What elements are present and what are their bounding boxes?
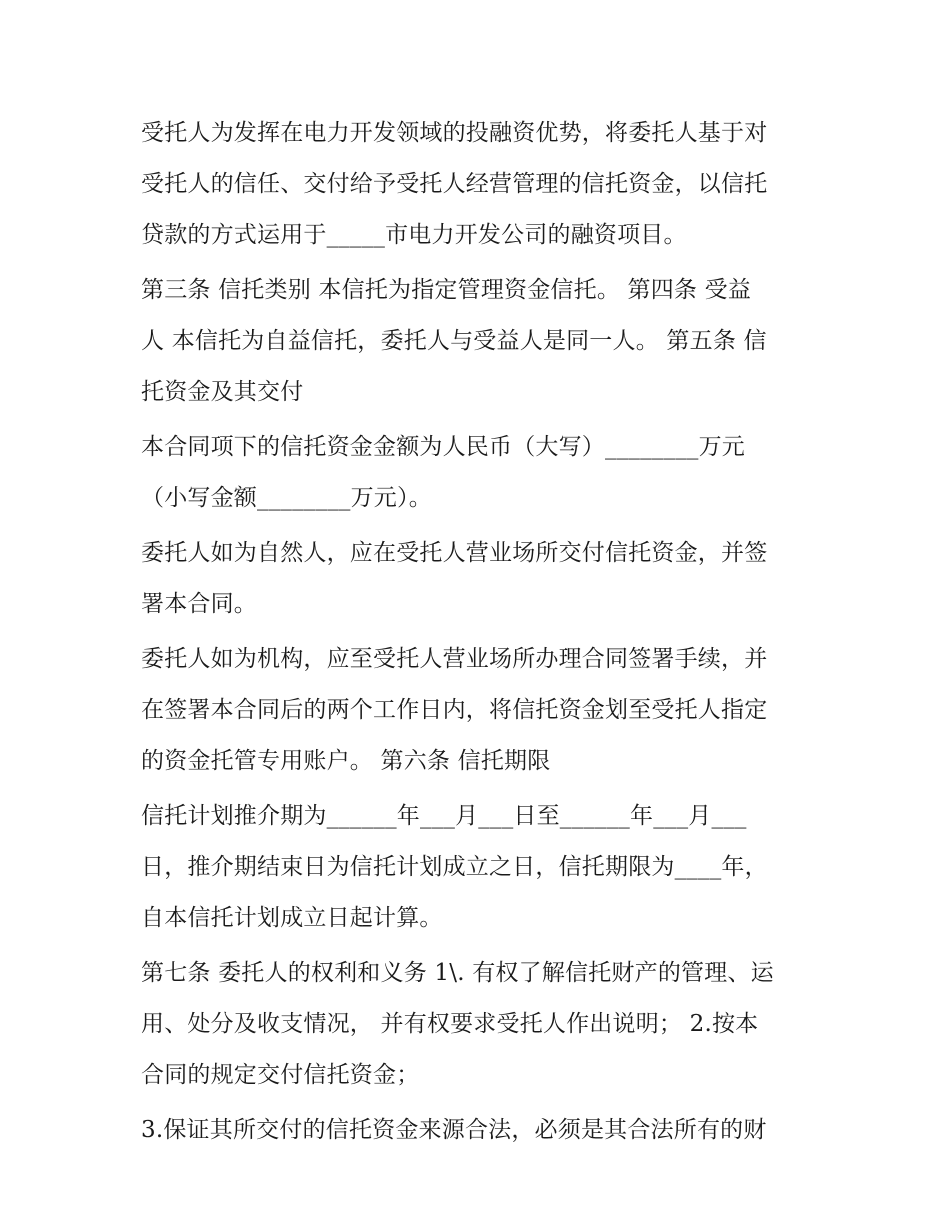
text-line: 合同的规定交付信托资金； — [141, 1062, 420, 1088]
paragraph-articles-3-5 — [141, 265, 821, 418]
paragraph-trust-amount — [141, 422, 821, 524]
text-line: 署本合同。 — [141, 591, 257, 617]
text-line: 信托计划推介期为______年___月___日至______年___月___ — [141, 803, 747, 829]
paragraph-article-7 — [141, 948, 821, 1101]
text-line: 用、处分及收支情况， 并有权要求受托人作出说明； 2.按本 — [141, 1011, 759, 1037]
paragraph-fund-source — [141, 1105, 821, 1156]
text-line: 托资金及其交付 — [141, 379, 304, 405]
text-line: 第七条 委托人的权利和义务 1\. 有权了解信托财产的管理、运 — [141, 960, 774, 986]
text-line: 委托人如为自然人，应在受托人营业场所交付信托资金，并签 — [141, 540, 768, 566]
text-line: 受托人的信任、交付给予受托人经营管理的信托资金，以信托 — [141, 171, 768, 197]
paragraph-purpose — [141, 108, 821, 261]
text-line: 贷款的方式运用于_____市电力开发公司的融资项目。 — [141, 222, 687, 248]
text-line: 委托人如为机构，应至受托人营业场所办理合同签署手续，并 — [141, 646, 768, 672]
text-line: 在签署本合同后的两个工作日内，将信托资金划至受托人指定 — [141, 697, 768, 723]
text-line: 受托人为发挥在电力开发领域的投融资优势，将委托人基于对 — [141, 120, 768, 146]
text-line: 的资金托管专用账户。 第六条 信托期限 — [141, 748, 551, 774]
text-line: 自本信托计划成立日起计算。 — [141, 905, 443, 931]
paragraph-natural-person — [141, 528, 821, 630]
text-line: 人 本信托为自益信托，委托人与受益人是同一人。 第五条 信 — [141, 328, 767, 354]
text-line: 第三条 信托类别 本信托为指定管理资金信托。 第四条 受益 — [141, 277, 752, 303]
paragraph-trust-term — [141, 791, 821, 944]
text-line: 本合同项下的信托资金金额为人民币（大写）________万元 — [141, 434, 745, 460]
paragraph-institution — [141, 634, 821, 787]
text-line: 3.保证其所交付的信托资金来源合法，必须是其合法所有的财 — [141, 1117, 767, 1143]
text-line: （小写金额________万元）。 — [141, 485, 432, 511]
document-body — [141, 108, 821, 1160]
text-line: 日，推介期结束日为信托计划成立之日，信托期限为____年， — [141, 854, 768, 880]
